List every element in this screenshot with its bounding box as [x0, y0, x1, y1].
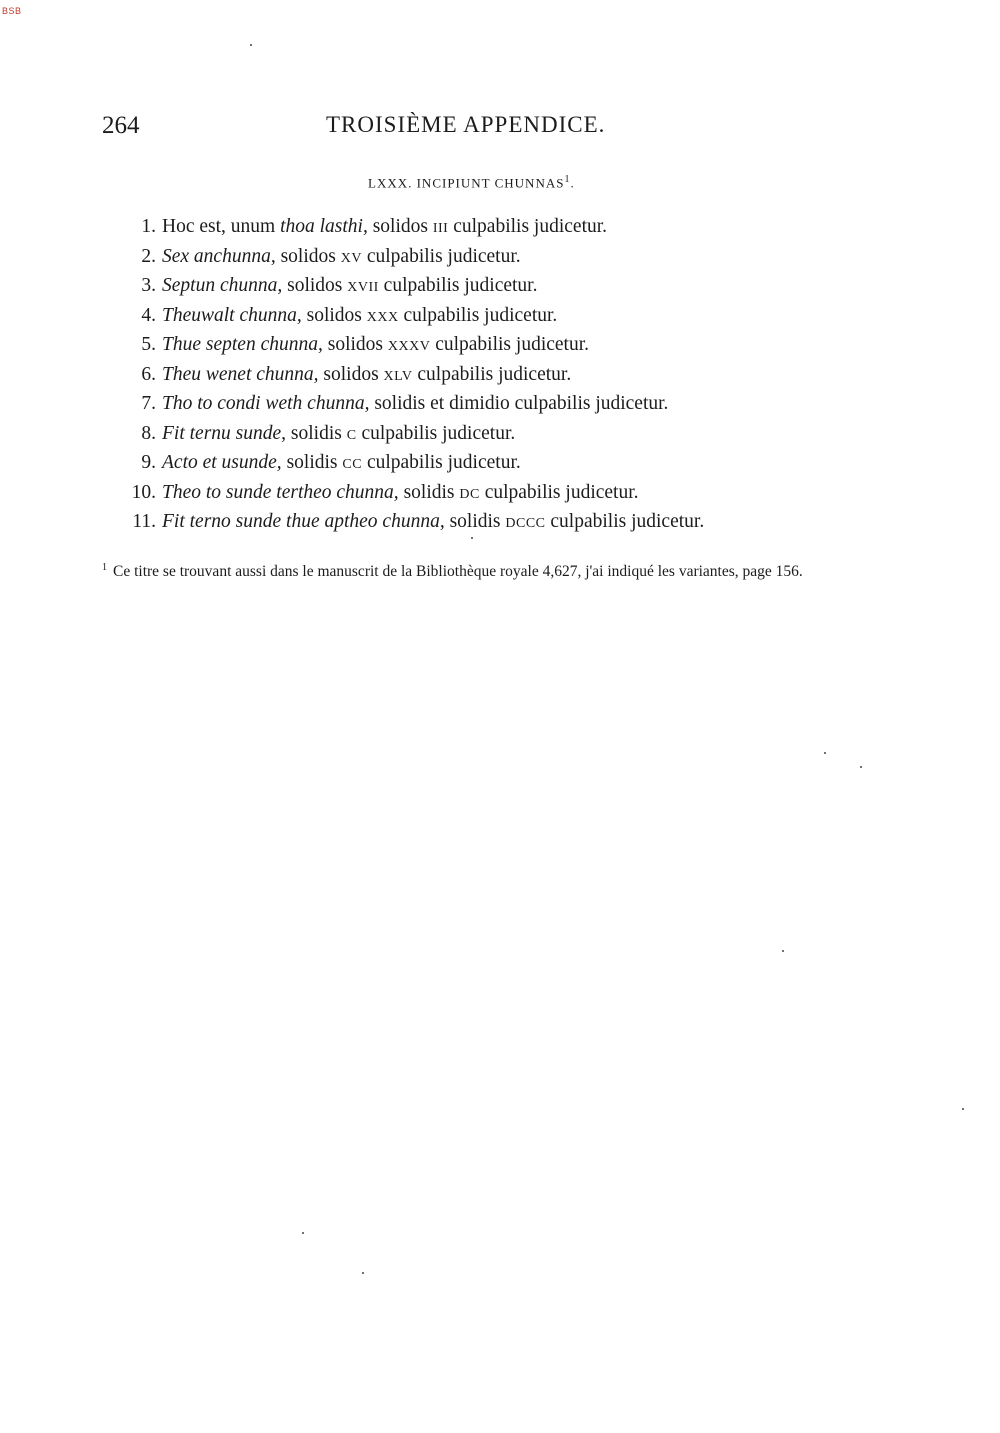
entry-text: solidis [286, 452, 338, 473]
entry-text-end: culpabilis judicetur. [403, 304, 558, 326]
entry-line [120, 271, 704, 301]
entry-term: Theu wenet chunna, [162, 363, 319, 385]
scan-speck [471, 537, 473, 539]
entry-text: solidis [403, 481, 455, 503]
scan-speck [250, 44, 252, 46]
entry-number: 6. [141, 363, 156, 385]
entry-term: Thue septen chunna, [162, 334, 323, 355]
entry-text: solidos [287, 275, 343, 296]
entry-term: Theuwalt chunna, [162, 304, 302, 326]
entry-term: thoa lasthi, [280, 216, 368, 237]
entry-number: 4. [141, 304, 156, 326]
entry-text-end: culpabilis judicetur. [453, 216, 608, 237]
entry-list [120, 212, 704, 537]
entry-text-end: culpabilis judicetur. [417, 363, 572, 385]
scan-speck [362, 1272, 364, 1274]
entry-amount: XLV [383, 368, 413, 384]
section-title-end: . [570, 175, 575, 191]
scan-speck [824, 752, 826, 754]
scan-speck [302, 1232, 304, 1234]
entry-number: 1. [141, 216, 156, 237]
entry-text-end: culpabilis judicetur. [484, 481, 639, 503]
entry-text: solidos [280, 245, 336, 267]
entry-line [120, 478, 704, 508]
entry-term: Acto et usunde, [162, 452, 282, 473]
footnote-mark: 1 [102, 562, 107, 573]
entry-text-end: culpabilis judicetur. [366, 245, 521, 267]
footnote-reference: 1 [564, 174, 571, 185]
entry-text: solidos [372, 216, 428, 237]
footnote-text: Ce titre se trouvant aussi dans le manuscrit de la Bibliothèque royale 4,627, j'ai indiqué les variantes, page 156. [113, 563, 803, 581]
entry-text: solidis [290, 422, 342, 444]
entry-line [120, 389, 704, 419]
entry-amount: XVII [347, 280, 379, 295]
entry-amount: CC [342, 457, 363, 472]
scan-speck [860, 766, 862, 768]
entry-term: Fit terno sunde thue aptheo chunna, [162, 511, 445, 532]
section-title [368, 174, 575, 191]
entry-amount: III [432, 221, 449, 236]
library-watermark: BSB [2, 6, 22, 16]
entry-term: Sex anchunna, [162, 245, 276, 267]
entry-term: Tho to condi weth chunna, [162, 393, 370, 414]
entry-text-end: culpabilis judicetur. [366, 452, 521, 473]
scan-speck [782, 950, 784, 952]
entry-line [120, 330, 704, 360]
entry-prefix: Hoc est, unum [162, 216, 276, 237]
entry-term: Theo to sunde tertheo chunna, [162, 481, 399, 503]
entry-number: 7. [141, 393, 156, 414]
entry-amount: DC [459, 486, 480, 502]
entry-term: Septun chunna, [162, 275, 283, 296]
entry-number: 3. [141, 275, 156, 296]
scan-speck [962, 1108, 964, 1110]
entry-line [120, 448, 704, 478]
entry-amount: C [346, 427, 357, 443]
entry-text-end: culpabilis judicetur. [435, 334, 590, 355]
entry-text: solidos [327, 334, 383, 355]
entry-amount: DCCC [505, 516, 546, 531]
entry-line [120, 301, 704, 331]
entry-text: solidos [323, 363, 379, 385]
entry-line [120, 507, 704, 537]
page-number: 264 [102, 112, 140, 139]
entry-term: Fit ternu sunde, [162, 422, 287, 444]
entry-text: solidis et dimidio culpabilis judicetur. [374, 393, 669, 414]
entry-text-end: culpabilis judicetur. [550, 511, 705, 532]
entry-amount: XXXV [387, 339, 431, 354]
entry-line [120, 242, 704, 272]
entry-line [120, 212, 704, 242]
entry-number: 11. [132, 511, 156, 532]
entry-text-end: culpabilis judicetur. [383, 275, 538, 296]
section-title-text: LXXX. INCIPIUNT CHUNNAS [368, 175, 565, 191]
footnote [102, 555, 880, 584]
entry-line [120, 360, 704, 390]
entry-text: solidos [306, 304, 362, 326]
entry-text-end: culpabilis judicetur. [361, 422, 516, 444]
entry-number: 2. [141, 245, 156, 267]
entry-number: 10. [131, 481, 156, 503]
entry-line [120, 419, 704, 449]
entry-number: 8. [141, 422, 156, 444]
entry-amount: XV [340, 250, 362, 266]
entry-number: 5. [141, 334, 156, 355]
running-head: TROISIÈME APPENDICE. [326, 112, 606, 137]
entry-amount: XXX [366, 309, 399, 325]
entry-text: solidis [449, 511, 501, 532]
entry-number: 9. [141, 452, 156, 473]
